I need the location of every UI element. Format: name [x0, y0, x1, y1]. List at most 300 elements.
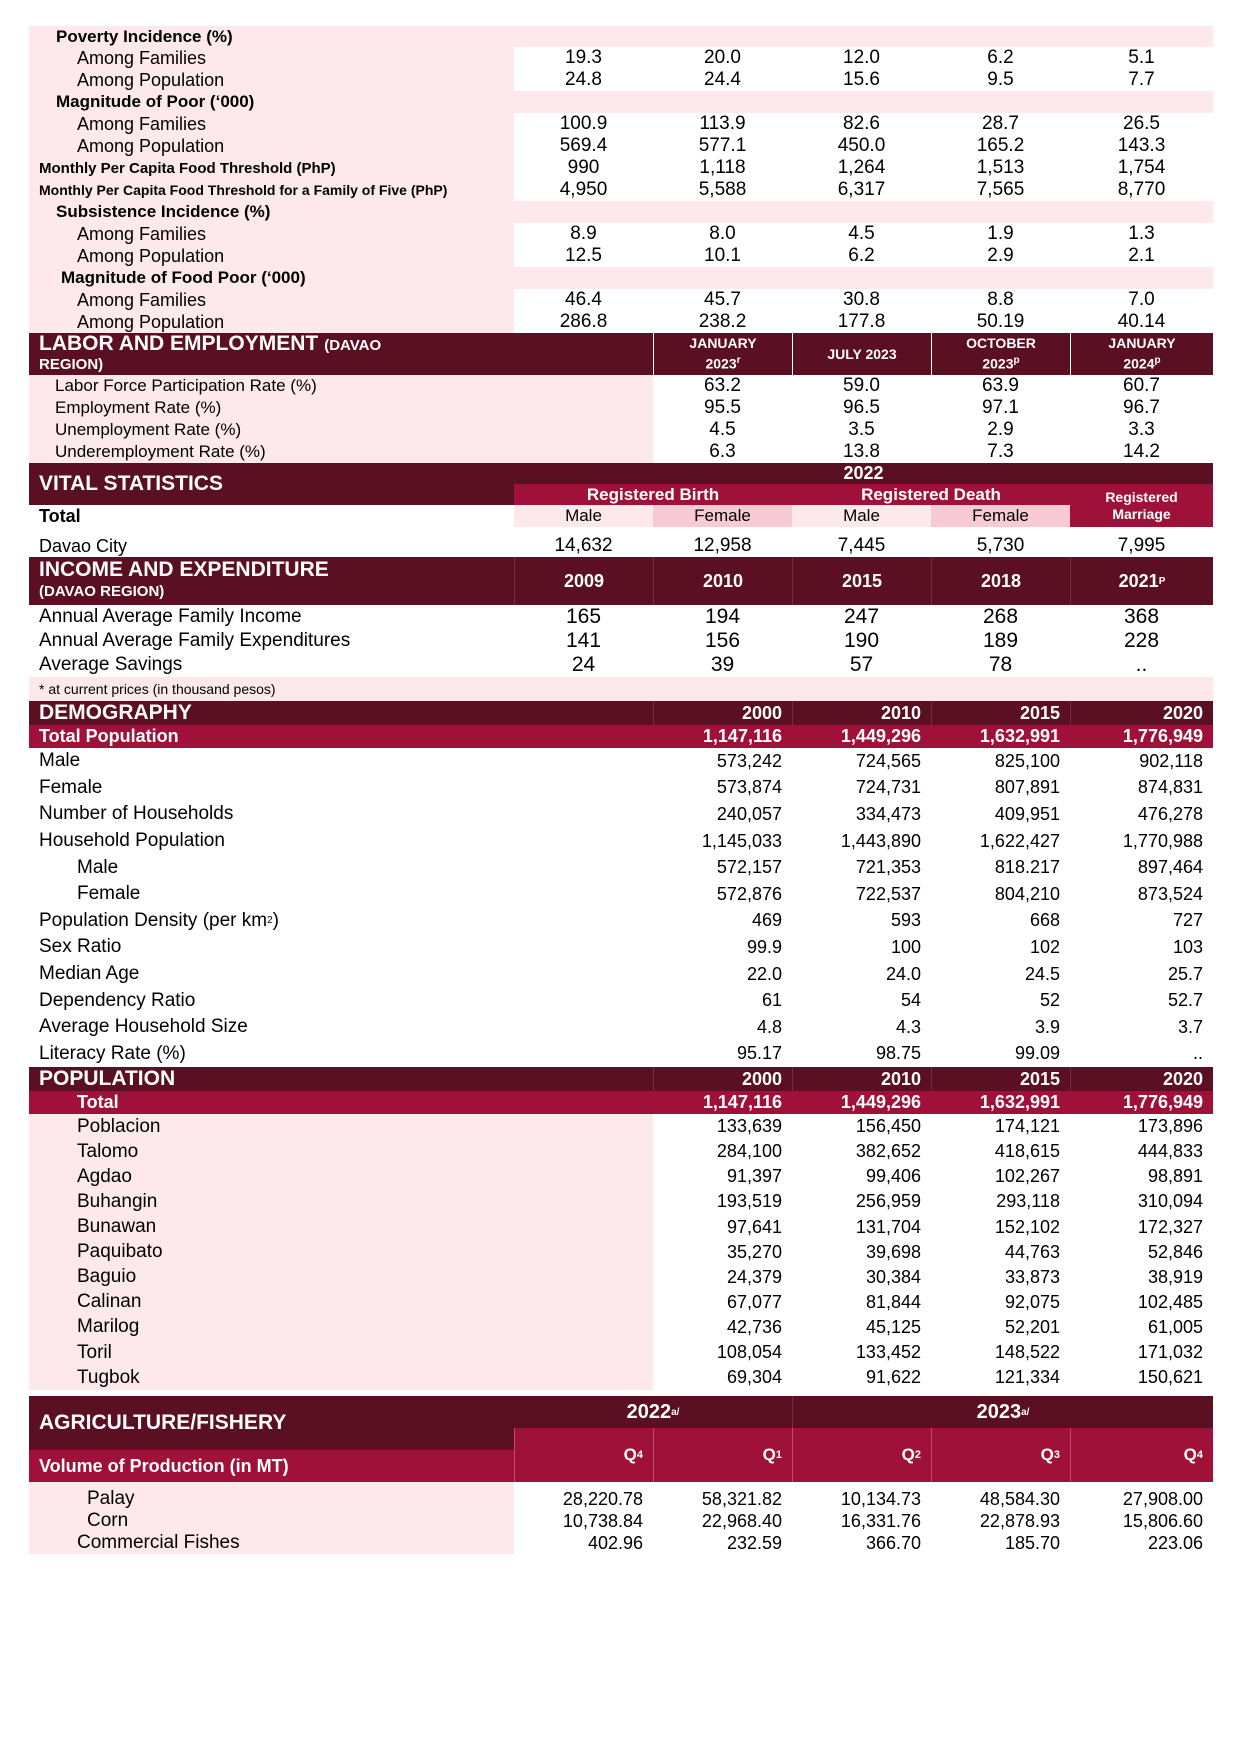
- vital-davao-row: [29, 535, 1213, 557]
- population-row: [29, 1290, 1213, 1315]
- value-cell: 5.1: [1070, 47, 1213, 69]
- value-cell: 156: [653, 629, 792, 653]
- value-cell: 165.2: [931, 135, 1070, 157]
- row-label: Among Population: [29, 311, 514, 333]
- labor-column-header: [792, 333, 931, 375]
- income-title: [29, 557, 514, 605]
- value-cell: 15.6: [792, 69, 931, 91]
- label-text: Male: [39, 750, 81, 772]
- value-cell: 39: [653, 653, 792, 677]
- value-cell: 143.3: [1070, 135, 1213, 157]
- value-cell: 366.70: [792, 1532, 931, 1554]
- column-line: JANUARY: [689, 335, 757, 352]
- year-sup: a/: [671, 1406, 680, 1418]
- barangay-label: Baguio: [29, 1265, 514, 1290]
- value-cell: 98,891: [1070, 1164, 1213, 1189]
- value-cell: 24.4: [653, 69, 792, 91]
- row-spacer: [514, 775, 653, 802]
- column-sup: p: [1154, 355, 1161, 367]
- value-cell: 14.2: [1070, 441, 1213, 463]
- row-label: Labor Force Participation Rate (%): [29, 375, 514, 397]
- value-cell: 2.9: [931, 245, 1070, 267]
- poverty-row: [29, 223, 1213, 245]
- row-spacer: [514, 91, 1213, 113]
- row-label: Among Families: [29, 223, 514, 245]
- value-cell: 148,522: [931, 1340, 1070, 1365]
- labor-column-header: [653, 333, 792, 375]
- row-spacer: [514, 801, 653, 828]
- value-cell: 193,519: [653, 1189, 792, 1214]
- year-text: 2022: [626, 1400, 672, 1423]
- labor-column-header: [931, 333, 1070, 375]
- value-cell: 897,464: [1070, 854, 1213, 881]
- poverty-row: [29, 135, 1213, 157]
- value-cell: 67,077: [653, 1290, 792, 1315]
- value-cell: 10,738.84: [514, 1510, 653, 1532]
- total-value: 1,632,991: [931, 1091, 1070, 1114]
- income-note-row: [29, 677, 1213, 701]
- value-cell: 173,896: [1070, 1114, 1213, 1139]
- quarter-letter: Q: [1183, 1445, 1197, 1465]
- value-cell: 721,353: [792, 854, 931, 881]
- row-spacer: [514, 1240, 653, 1265]
- value-cell: 165: [514, 605, 653, 629]
- value-cell: 48,584.30: [931, 1488, 1070, 1510]
- value-cell: 133,452: [792, 1340, 931, 1365]
- value-cell: 3.3: [1070, 419, 1213, 441]
- section-title: DEMOGRAPHY: [29, 701, 514, 725]
- income-year-header: [792, 557, 931, 605]
- value-cell: 444,833: [1070, 1139, 1213, 1164]
- row-spacer: [514, 854, 653, 881]
- value-cell: 990: [514, 157, 653, 179]
- value-cell: 33,873: [931, 1265, 1070, 1290]
- row-label: Magnitude of Poor (‘000): [29, 91, 514, 113]
- vital-sex-header: Male: [514, 505, 653, 527]
- income-row: [29, 629, 1213, 653]
- row-label: Monthly Per Capita Food Threshold for a Family of Five (PhP): [29, 179, 514, 201]
- value-cell: 97,641: [653, 1215, 792, 1240]
- year-sup: P: [1158, 575, 1166, 587]
- row-label: Davao City: [29, 535, 514, 557]
- value-cell: 102,485: [1070, 1290, 1213, 1315]
- value-cell: 476,278: [1070, 801, 1213, 828]
- value-cell: 69,304: [653, 1365, 792, 1390]
- value-cell: 1,770,988: [1070, 828, 1213, 855]
- row-spacer: [514, 441, 653, 463]
- vital-year-row: [29, 463, 1213, 527]
- barangay-label: Calinan: [29, 1290, 514, 1315]
- column-line: [1123, 352, 1160, 373]
- value-cell: 238.2: [653, 311, 792, 333]
- column-line: OCTOBER: [966, 335, 1036, 352]
- row-label: Employment Rate (%): [29, 397, 514, 419]
- value-cell: 724,731: [792, 775, 931, 802]
- value-cell: 95.5: [653, 397, 792, 419]
- quarter-letter: Q: [901, 1445, 915, 1465]
- value-cell: 7,995: [1070, 535, 1213, 557]
- label-text: Average Household Size: [39, 1016, 248, 1038]
- value-cell: 24: [514, 653, 653, 677]
- label-text: Median Age: [39, 963, 140, 985]
- value-cell: 5,730: [931, 535, 1070, 557]
- value-cell: 418,615: [931, 1139, 1070, 1164]
- value-cell: 6.2: [792, 245, 931, 267]
- column-sup: r: [736, 355, 741, 367]
- agri-row: [29, 1488, 1213, 1510]
- year-header: 2015: [931, 1067, 1070, 1091]
- vital-sex-header: Female: [931, 505, 1070, 527]
- value-cell: 194: [653, 605, 792, 629]
- gap: [29, 527, 1213, 535]
- labor-row: [29, 419, 1213, 441]
- value-cell: 63.2: [653, 375, 792, 397]
- value-cell: 98.75: [792, 1041, 931, 1068]
- income-title-text: INCOME AND EXPENDITURE: [39, 558, 329, 581]
- value-cell: 121,334: [931, 1365, 1070, 1390]
- value-cell: 334,473: [792, 801, 931, 828]
- value-cell: ..: [1070, 1041, 1213, 1068]
- column-year: 2023: [705, 355, 737, 372]
- value-cell: 81,844: [792, 1290, 931, 1315]
- value-cell: 727: [1070, 908, 1213, 935]
- total-value: 1,776,949: [1070, 1091, 1213, 1114]
- value-cell: 6.2: [931, 47, 1070, 69]
- row-label: [29, 1041, 514, 1068]
- value-cell: 113.9: [653, 113, 792, 135]
- column-line: [982, 352, 1019, 373]
- barangay-label: Paquibato: [29, 1240, 514, 1265]
- value-cell: 22.0: [653, 961, 792, 988]
- row-spacer: [514, 1290, 653, 1315]
- value-cell: 99,406: [792, 1164, 931, 1189]
- value-cell: 573,874: [653, 775, 792, 802]
- year-header: 2010: [792, 701, 931, 725]
- food-threshold-row: [29, 157, 1213, 179]
- agri-row: [29, 1510, 1213, 1532]
- value-cell: 174,121: [931, 1114, 1070, 1139]
- income-row: [29, 605, 1213, 629]
- row-spacer: [514, 1139, 653, 1164]
- column-line: JANUARY: [1108, 335, 1176, 352]
- subsistence-heading: [29, 201, 1213, 223]
- value-cell: 14,632: [514, 535, 653, 557]
- registered-marriage-header: [1070, 484, 1213, 527]
- value-cell: 7,565: [931, 179, 1070, 201]
- barangay-label: Agdao: [29, 1164, 514, 1189]
- value-cell: 569.4: [514, 135, 653, 157]
- value-cell: 150,621: [1070, 1365, 1213, 1390]
- quarter-letter: Q: [762, 1445, 776, 1465]
- row-spacer: [514, 201, 1213, 223]
- income-header: [29, 557, 1213, 605]
- total-label: Total Population: [29, 725, 514, 748]
- value-cell: 25.7: [1070, 961, 1213, 988]
- total-value: 1,776,949: [1070, 725, 1213, 748]
- food-threshold-five-row: [29, 179, 1213, 201]
- vital-gap: [29, 527, 1213, 535]
- value-cell: 286.8: [514, 311, 653, 333]
- value-cell: 91,622: [792, 1365, 931, 1390]
- total-value: 1,449,296: [792, 1091, 931, 1114]
- row-label: Magnitude of Food Poor (‘000): [29, 267, 514, 289]
- demography-row: [29, 854, 1213, 881]
- value-cell: 52: [931, 987, 1070, 1014]
- value-cell: 3.9: [931, 1014, 1070, 1041]
- row-label: Average Savings: [29, 653, 514, 677]
- row-spacer: [514, 1340, 653, 1365]
- value-cell: 24.5: [931, 961, 1070, 988]
- value-cell: 12.5: [514, 245, 653, 267]
- row-spacer: [514, 881, 653, 908]
- income-subtitle: (DAVAO REGION): [39, 583, 165, 600]
- value-cell: 57: [792, 653, 931, 677]
- value-cell: 1,145,033: [653, 828, 792, 855]
- value-cell: 102,267: [931, 1164, 1070, 1189]
- barangay-label: Buhangin: [29, 1189, 514, 1214]
- row-spacer: [514, 961, 653, 988]
- year-header: 2015: [931, 701, 1070, 725]
- demography-row: [29, 987, 1213, 1014]
- quarter-header: [1070, 1428, 1213, 1482]
- value-cell: 804,210: [931, 881, 1070, 908]
- value-cell: 185.70: [931, 1532, 1070, 1554]
- population-row: [29, 1340, 1213, 1365]
- row-label: Annual Average Family Expenditures: [29, 629, 514, 653]
- crop-label: Corn: [29, 1510, 514, 1532]
- value-cell: 1,754: [1070, 157, 1213, 179]
- demography-row: [29, 1014, 1213, 1041]
- value-cell: 10.1: [653, 245, 792, 267]
- labor-row: [29, 375, 1213, 397]
- value-cell: 44,763: [931, 1240, 1070, 1265]
- value-cell: 133,639: [653, 1114, 792, 1139]
- value-cell: 45,125: [792, 1315, 931, 1340]
- value-cell: 22,968.40: [653, 1510, 792, 1532]
- value-cell: 268: [931, 605, 1070, 629]
- value-cell: 368: [1070, 605, 1213, 629]
- quarter-header: [792, 1428, 931, 1482]
- value-cell: 1,443,890: [792, 828, 931, 855]
- label-text: Female: [39, 776, 103, 798]
- row-label: Among Families: [29, 47, 514, 69]
- value-cell: 59.0: [792, 375, 931, 397]
- row-label: [29, 775, 514, 802]
- value-cell: 223.06: [1070, 1532, 1213, 1554]
- food-poor-heading: [29, 267, 1213, 289]
- row-spacer: [514, 1365, 653, 1390]
- label-text: Male: [77, 856, 119, 878]
- value-cell: 724,565: [792, 748, 931, 775]
- population-row: [29, 1240, 1213, 1265]
- column-line: [705, 352, 740, 373]
- registered-death-header: Registered Death: [792, 484, 1070, 505]
- value-cell: 156,450: [792, 1114, 931, 1139]
- row-spacer: [514, 267, 1213, 289]
- value-cell: 52,846: [1070, 1240, 1213, 1265]
- row-label: Among Population: [29, 135, 514, 157]
- population-row: [29, 1139, 1213, 1164]
- demography-total-row: [29, 725, 1213, 748]
- quarter-header: [514, 1428, 653, 1482]
- value-cell: 722,537: [792, 881, 931, 908]
- year-text: 2023: [976, 1400, 1022, 1423]
- agri-header: [29, 1396, 1213, 1482]
- income-year-header: [653, 557, 792, 605]
- year-text: 2018: [980, 570, 1022, 591]
- row-label: [29, 908, 514, 935]
- barangay-label: Poblacion: [29, 1114, 514, 1139]
- population-total-row: [29, 1091, 1213, 1114]
- vital-title: VITAL STATISTICS: [29, 463, 514, 505]
- value-cell: 28.7: [931, 113, 1070, 135]
- poverty-row: [29, 47, 1213, 69]
- row-label: Among Population: [29, 69, 514, 91]
- quarter-header: [653, 1428, 792, 1482]
- row-spacer: [514, 1315, 653, 1340]
- value-cell: 108,054: [653, 1340, 792, 1365]
- row-label: [29, 987, 514, 1014]
- vital-sex-header: Male: [792, 505, 931, 527]
- value-cell: 30.8: [792, 289, 931, 311]
- labor-row: [29, 441, 1213, 463]
- row-spacer: [514, 987, 653, 1014]
- value-cell: 63.9: [931, 375, 1070, 397]
- population-row: [29, 1365, 1213, 1390]
- statistics-sheet: [29, 26, 1213, 1554]
- quarter-letter: Q: [623, 1445, 637, 1465]
- year-text: 2010: [702, 570, 744, 591]
- column-sup: p: [1013, 355, 1020, 367]
- total-value: 1,449,296: [792, 725, 931, 748]
- income-year-header: [514, 557, 653, 605]
- value-cell: 46.4: [514, 289, 653, 311]
- vital-year: 2022: [514, 463, 1213, 484]
- population-row: [29, 1215, 1213, 1240]
- value-cell: 1.3: [1070, 223, 1213, 245]
- value-cell: 8.9: [514, 223, 653, 245]
- value-cell: 152,102: [931, 1215, 1070, 1240]
- barangay-label: Marilog: [29, 1315, 514, 1340]
- magnitude-poor-heading: [29, 91, 1213, 113]
- value-cell: 177.8: [792, 311, 931, 333]
- year-text: 2015: [841, 570, 883, 591]
- poverty-row: [29, 69, 1213, 91]
- registered-birth-header: Registered Birth: [514, 484, 792, 505]
- value-cell: 15,806.60: [1070, 1510, 1213, 1532]
- value-cell: 902,118: [1070, 748, 1213, 775]
- row-spacer: [514, 1014, 653, 1041]
- agri-year-2022: [514, 1396, 792, 1428]
- year-header: 2000: [653, 1067, 792, 1091]
- value-cell: 818.217: [931, 854, 1070, 881]
- label-text: Female: [77, 883, 141, 905]
- value-cell: 1,622,427: [931, 828, 1070, 855]
- labor-column-header: [1070, 333, 1213, 375]
- value-cell: 293,118: [931, 1189, 1070, 1214]
- label-text: Literacy Rate (%): [39, 1042, 186, 1064]
- value-cell: 2.9: [931, 419, 1070, 441]
- header-spacer: [514, 1091, 653, 1114]
- value-cell: 572,876: [653, 881, 792, 908]
- value-cell: 20.0: [653, 47, 792, 69]
- value-cell: 95.17: [653, 1041, 792, 1068]
- header-spacer: [514, 701, 653, 725]
- value-cell: 668: [931, 908, 1070, 935]
- poverty-row: [29, 311, 1213, 333]
- value-cell: 12.0: [792, 47, 931, 69]
- value-cell: 450.0: [792, 135, 931, 157]
- value-cell: 16,331.76: [792, 1510, 931, 1532]
- quarter-number: 4: [636, 1449, 643, 1462]
- value-cell: 232.59: [653, 1532, 792, 1554]
- value-cell: 6.3: [653, 441, 792, 463]
- label-text: Sex Ratio: [39, 936, 122, 958]
- value-cell: 593: [792, 908, 931, 935]
- value-cell: 97.1: [931, 397, 1070, 419]
- value-cell: 7.7: [1070, 69, 1213, 91]
- row-label: Underemployment Rate (%): [29, 441, 514, 463]
- value-cell: 100: [792, 934, 931, 961]
- poverty-incidence-heading: [29, 26, 1213, 47]
- barangay-label: Toril: [29, 1340, 514, 1365]
- demography-row: [29, 1041, 1213, 1068]
- volume-label: Volume of Production (in MT): [29, 1450, 514, 1482]
- year-header: 2000: [653, 701, 792, 725]
- population-row: [29, 1265, 1213, 1290]
- row-spacer: [514, 1215, 653, 1240]
- income-year-header: [1070, 557, 1213, 605]
- labor-title-suffix: (DAVAO: [324, 337, 382, 354]
- row-label: Among Population: [29, 245, 514, 267]
- header-spacer: [514, 333, 653, 375]
- value-cell: 12,958: [653, 535, 792, 557]
- value-cell: 131,704: [792, 1215, 931, 1240]
- row-spacer: [514, 748, 653, 775]
- value-cell: 572,157: [653, 854, 792, 881]
- value-cell: 39,698: [792, 1240, 931, 1265]
- year-header: 2020: [1070, 1067, 1213, 1091]
- row-spacer: [514, 26, 1213, 47]
- demography-row: [29, 961, 1213, 988]
- year-sup: a/: [1021, 1406, 1030, 1418]
- value-cell: 7.0: [1070, 289, 1213, 311]
- row-spacer: [514, 1114, 653, 1139]
- value-cell: 50.19: [931, 311, 1070, 333]
- row-label: [29, 934, 514, 961]
- value-cell: 102: [931, 934, 1070, 961]
- total-label: Total: [29, 1091, 514, 1114]
- value-cell: 58,321.82: [653, 1488, 792, 1510]
- value-cell: 7,445: [792, 535, 931, 557]
- value-cell: 141: [514, 629, 653, 653]
- quarter-number: 1: [775, 1449, 782, 1462]
- demography-row: [29, 828, 1213, 855]
- value-cell: 3.5: [792, 419, 931, 441]
- label-text: Population Density (per km: [39, 909, 268, 931]
- year-header: 2010: [792, 1067, 931, 1091]
- labor-title-text: LABOR AND EMPLOYMENT: [39, 332, 319, 355]
- value-cell: 1,513: [931, 157, 1070, 179]
- value-cell: 45.7: [653, 289, 792, 311]
- value-cell: 52.7: [1070, 987, 1213, 1014]
- section-title: POPULATION: [29, 1067, 514, 1091]
- value-cell: 8,770: [1070, 179, 1213, 201]
- row-label: Monthly Per Capita Food Threshold (PhP): [29, 157, 514, 179]
- value-cell: 82.6: [792, 113, 931, 135]
- vital-sex-header: Female: [653, 505, 792, 527]
- label-tail: ): [272, 909, 279, 931]
